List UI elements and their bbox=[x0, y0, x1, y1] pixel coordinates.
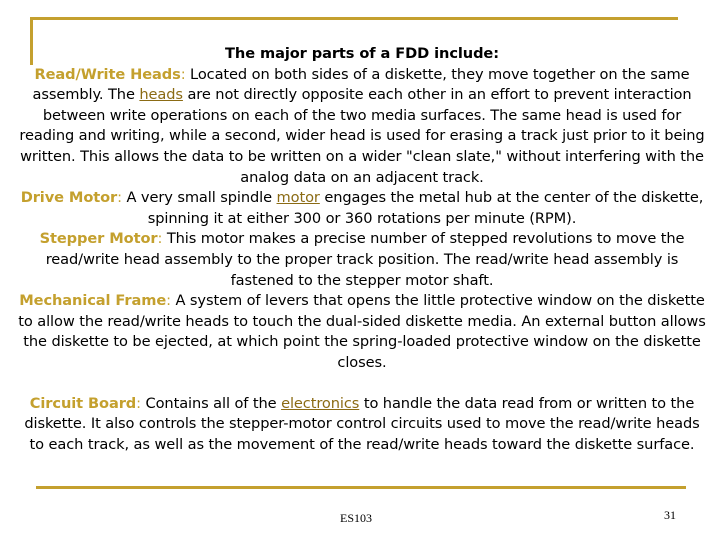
section-text: A system of levers that opens the little protective window on the diskette to allow the read/write heads to touch the dual-sided diskette media. An external button allows the diskette to be ejected, at which point the spring-loaded protective window on the diskette closes. bbox=[18, 292, 706, 371]
section-text: Contains all of the bbox=[145, 394, 282, 412]
slide-number: 31 bbox=[664, 508, 676, 522]
section-text: are not directly opposite each other in an effort to prevent interaction between write operations on each of the two media surfaces. The same head is used for reading and writing, while a second, wider head is used for erasing a track just prior to it being written. This allows the data to be written on a wider "clean slate," without interfering with the analog data on an adjacent track. bbox=[19, 86, 705, 186]
section-drive-motor bbox=[18, 188, 706, 229]
section-mechanical-frame bbox=[18, 291, 706, 373]
term-label: Drive Motor bbox=[20, 189, 118, 207]
term-colon: : bbox=[117, 189, 127, 207]
motor-link[interactable]: motor bbox=[276, 189, 320, 207]
electronics-link[interactable]: electronics bbox=[281, 394, 360, 412]
slide-body bbox=[18, 44, 706, 455]
heads-link[interactable]: heads bbox=[139, 86, 183, 104]
term-colon: : bbox=[136, 394, 146, 412]
footer-course-code: ES103 bbox=[340, 511, 373, 525]
section-text: engages the metal hub at the center of the diskette, spinning it at either 300 or 360 rotations per minute (RPM). bbox=[147, 189, 704, 227]
term-colon: : bbox=[157, 230, 167, 248]
term-label: Stepper Motor bbox=[39, 230, 158, 248]
term-label: Circuit Board bbox=[29, 394, 137, 412]
term-label: Mechanical Frame bbox=[19, 292, 167, 310]
slide-frame-top-rule bbox=[30, 17, 678, 20]
section-read-write-heads bbox=[18, 65, 706, 189]
section-text: Located on both sides of a diskette, they move together on the same assembly. The bbox=[32, 65, 690, 104]
term-colon: : bbox=[180, 65, 191, 83]
section-text: This motor makes a precise number of stepped revolutions to move the read/write head assembly to the proper track position. The read/write head assembly is fastened to the stepper motor shaft. bbox=[45, 230, 685, 289]
section-text: A very small spindle bbox=[126, 189, 277, 207]
section-stepper-motor bbox=[18, 229, 706, 291]
slide-title: The major parts of a FDD include: bbox=[225, 45, 499, 62]
spacer bbox=[18, 374, 706, 394]
section-text: to handle the data read from or written to the diskette. It also controls the stepper-motor control circuits used to move the read/write heads to each track, as well as the movement of the read/write heads toward the diskette surface. bbox=[24, 394, 700, 453]
term-label: Read/Write Heads bbox=[34, 65, 181, 83]
footer-rule bbox=[36, 486, 686, 489]
term-colon: : bbox=[166, 292, 176, 310]
section-circuit-board bbox=[18, 394, 706, 456]
